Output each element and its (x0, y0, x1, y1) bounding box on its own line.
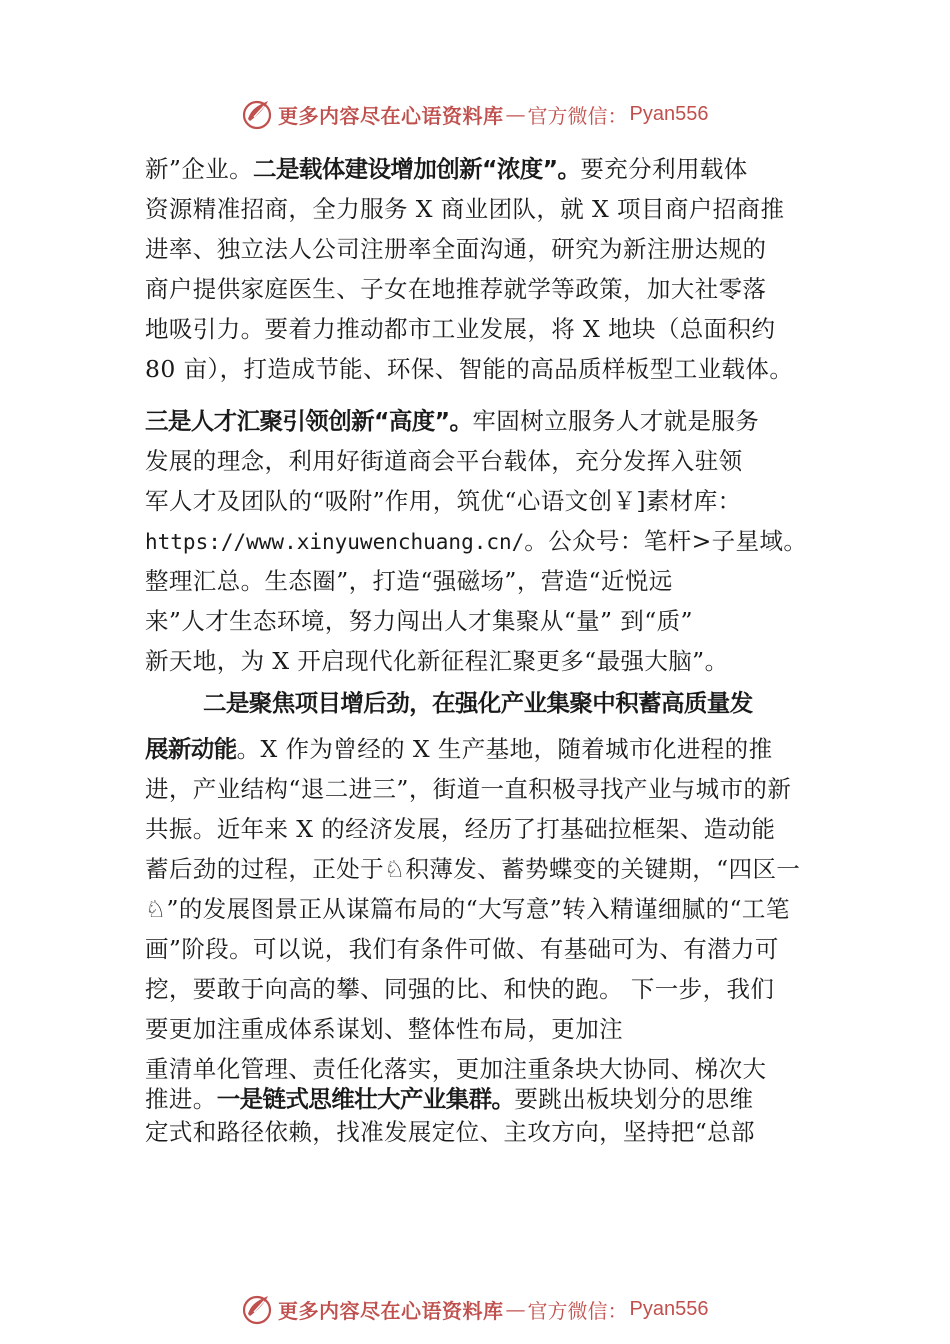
text-line (145, 734, 772, 764)
text-line: 资源精准招商，全力服务 X 商业团队，就 X 项目商户招商推 (145, 195, 785, 223)
text-line (145, 526, 807, 557)
text-line (145, 406, 759, 436)
text-line: 整理汇总。生态圈”，打造“强磁场”，营造“近悦远 (145, 567, 673, 595)
text-run: 。公众号：笔杆>子星域。 (524, 527, 808, 555)
text-line (145, 154, 748, 184)
header-wechat-label: 官方微信： (527, 103, 628, 128)
text-line (145, 1084, 753, 1114)
text-run: 要跳出板块划分的思维 (514, 1085, 754, 1113)
footer-separator: — (505, 1297, 526, 1321)
text-run: 新”企业。 (145, 155, 254, 183)
header-wechat-id: Pyan556 (629, 102, 709, 125)
text-run: 牢固树立服务人才就是服务 (472, 407, 760, 435)
footer-banner (240, 1292, 760, 1326)
footer-site-text: 更多内容尽在心语资料库 (278, 1298, 504, 1323)
text-line: 进率、独立法人公司注册率全面沟通，研究为新注册达规的 (145, 235, 767, 263)
text-line: 挖，要敢于向高的攀、同强的比、和快的跑。 下一步，我们 (145, 975, 775, 1003)
text-line: 新天地，为 X 开启现代化新征程汇聚更多“最强大脑”。 (145, 647, 729, 675)
footer-wechat-label: 官方微信： (527, 1298, 628, 1323)
text-line: 定式和路径依赖，找准发展定位、主攻方向，坚持把“总部 (145, 1118, 755, 1146)
text-line: 地吸引力。要着力推动都市工业发展，将 X 地块（总面积约 (145, 315, 776, 343)
text-run: 。X 作为曾经的 X 生产基地，随着城市化进程的推 (236, 735, 773, 763)
bold-heading: 二是载体建设增加创新“浓度”。 (253, 155, 581, 183)
text-line: 发展的理念，利用好街道商会平台载体，充分发挥入驻领 (145, 447, 743, 475)
text-line: 要更加注重成体系谋划、整体性布局，更加注 (145, 1015, 623, 1043)
url-text: https://www.xinyuwenchuang.cn/ (145, 530, 525, 554)
text-line: 商户提供家庭医生、子女在地推荐就学等政策，加大社零落 (145, 275, 767, 303)
text-line: 来”人才生态环境，努力闯出人才集聚从“量” 到“质” (145, 607, 693, 635)
text-line: 共振。近年来 X 的经济发展，经历了打基础拉框架、造动能 (145, 815, 776, 843)
text-run: 推进。 (145, 1085, 217, 1113)
text-line: ♘”的发展图景正从谋篇布局的“大写意”转入精谨细腻的“工笔 (145, 895, 790, 923)
text-line: 蓄后劲的过程，正处于♘积薄发、蓄势蝶变的关键期，“四区一 (145, 855, 801, 883)
footer-wechat-id: Pyan556 (629, 1297, 709, 1320)
bold-heading: 展新动能 (145, 735, 237, 763)
brush-logo-icon (240, 97, 274, 131)
brush-logo-icon (240, 1292, 274, 1326)
text-line: 进，产业结构“退二进三”，街道一直积极寻找产业与城市的新 (145, 775, 792, 803)
header-banner (240, 97, 760, 131)
section-heading: 二是聚焦项目增后劲，在强化产业集聚中积蓄高质量发 (203, 689, 753, 717)
text-line: 画”阶段。可以说，我们有条件可做、有基础可为、有潜力可 (145, 935, 779, 963)
header-separator: — (505, 102, 526, 126)
bold-heading: 三是人才汇聚引领创新“高度”。 (145, 407, 473, 435)
text-line: 80 亩），打造成节能、环保、智能的高品质样板型工业载体。 (145, 355, 794, 383)
text-run: 要充分利用载体 (580, 155, 748, 183)
header-site-text: 更多内容尽在心语资料库 (278, 103, 504, 128)
bold-heading: 一是链式思维壮大产业集群。 (216, 1085, 515, 1113)
text-line: 重清单化管理、责任化落实，更加注重条块大协同、梯次大 (145, 1055, 767, 1083)
text-line: 军人才及团队的“吸附”作用，筑优“心语文创￥]素材库： (145, 487, 742, 515)
